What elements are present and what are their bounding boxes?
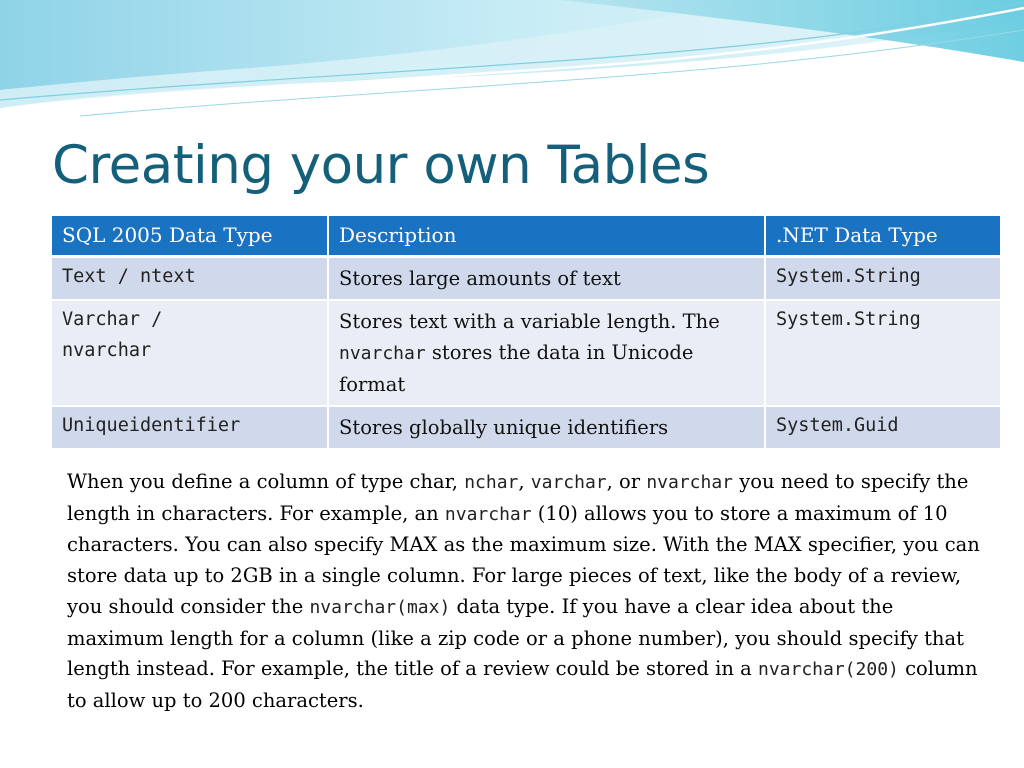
header-description: Description — [328, 216, 765, 256]
header-sql-type: SQL 2005 Data Type — [52, 216, 328, 256]
inline-code: varchar — [530, 472, 607, 493]
paragraph-text: , or — [606, 470, 647, 493]
data-type-table — [52, 216, 1000, 448]
header-wave-decoration — [0, 0, 1024, 125]
cell-net-type: System.String — [765, 256, 1000, 300]
cell-sql-type-line1: Varchar / — [62, 308, 163, 330]
slide-title: Creating your own Tables — [52, 135, 710, 196]
inline-code: nvarchar(200) — [757, 659, 899, 681]
inline-code: nvarchar(max) — [309, 596, 451, 618]
description-text: stores the data in Unicode format — [339, 340, 694, 396]
paragraph-text: data type. If you have a clear idea about the maximum length for a column (like a zip code or a phone number), you should specify that length instead. For example, the title of a review could be stored in a — [67, 594, 964, 681]
table-row — [52, 300, 1000, 406]
paragraph-text: , — [518, 470, 531, 493]
paragraph-text: you need to specify the length in characters. For example, an — [67, 470, 969, 525]
table-header-row — [52, 216, 1000, 256]
cell-description: Stores large amounts of text — [328, 256, 765, 300]
inline-code: nvarchar — [444, 503, 532, 525]
description-text: Stores text with a variable length. The — [339, 309, 720, 333]
cell-sql-type: Uniqueidentifier — [52, 406, 328, 448]
cell-sql-type-line2: nvarchar — [62, 339, 152, 361]
paragraph-text: When you define a column of type char, — [67, 470, 465, 493]
body-paragraph — [67, 467, 992, 717]
cell-sql-type — [52, 300, 328, 406]
cell-sql-type: Text / ntext — [52, 256, 328, 300]
inline-code: nchar — [464, 472, 519, 493]
cell-description: Stores globally unique identifiers — [328, 406, 765, 448]
paragraph-text: (10) allows you to store a maximum of 10 characters. You can also specify MAX as the maximum size. With the MAX specifier, you can store data up to 2GB in a single column. For large pieces of text, like the body of a review, you should consider the — [67, 501, 980, 618]
paragraph-text: column to allow up to 200 characters. — [67, 657, 978, 712]
table-row — [52, 256, 1000, 300]
cell-net-type: System.String — [765, 300, 1000, 406]
cell-description — [328, 300, 765, 406]
inline-code: nvarchar — [646, 472, 734, 493]
table-row — [52, 406, 1000, 448]
description-code: nvarchar — [339, 342, 426, 364]
header-net-type: .NET Data Type — [765, 216, 1000, 256]
cell-net-type: System.Guid — [765, 406, 1000, 448]
